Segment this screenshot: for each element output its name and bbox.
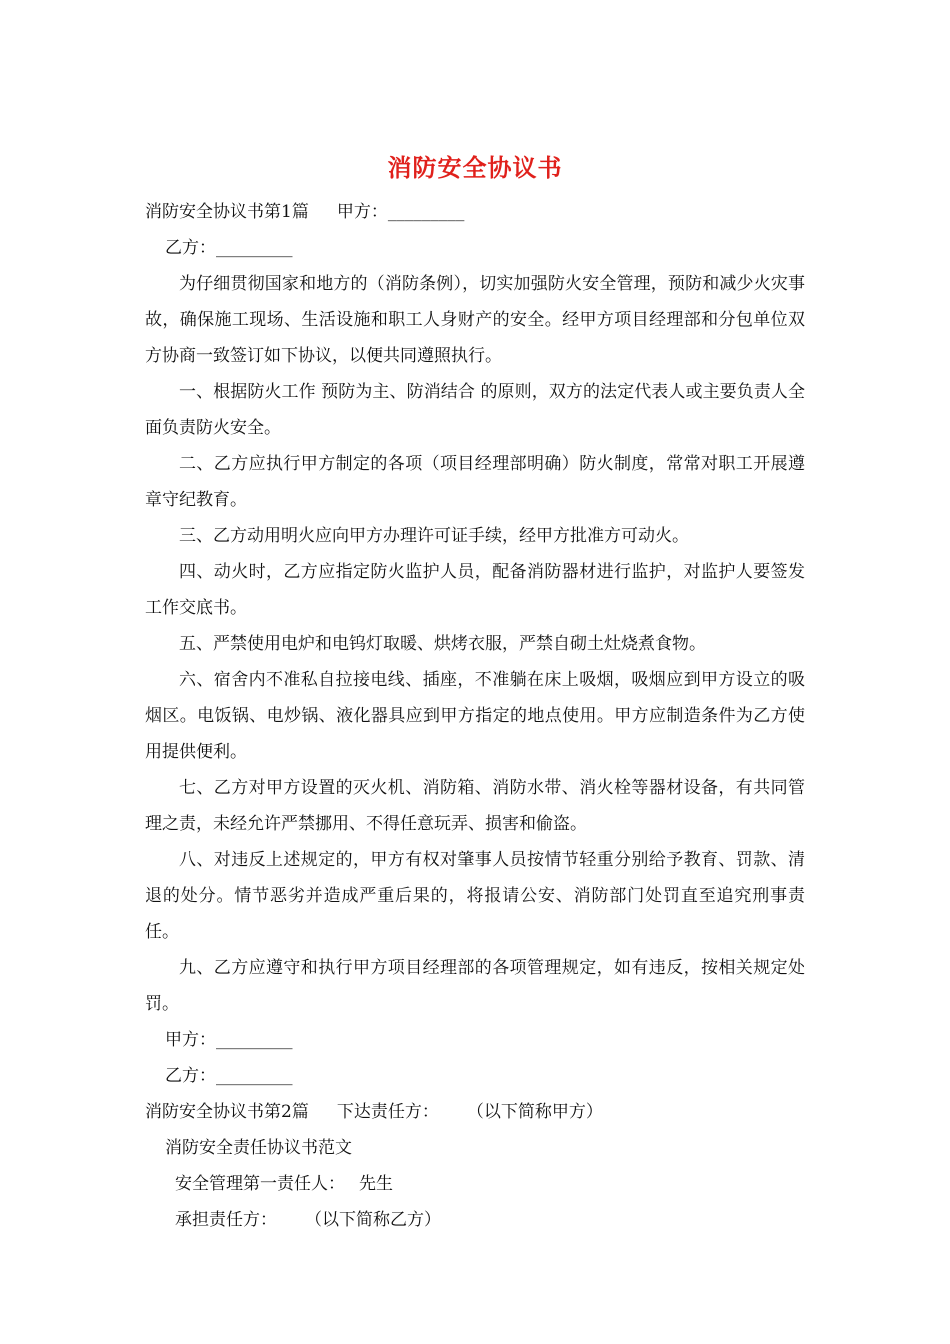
document-title: 消防安全协议书 bbox=[387, 153, 563, 182]
article-1-party-a: 甲方：_________ bbox=[336, 202, 465, 222]
article-1-intro: 消防安全协议书第1篇 bbox=[145, 202, 309, 222]
article-2-issuer: 下达责任方： bbox=[336, 1102, 439, 1122]
clause-1: 一、根据防火工作 预防为主、防消结合 的原则，双方的法定代表人或主要负责人全面负责防火安全。 bbox=[145, 382, 805, 438]
article-1-header bbox=[145, 194, 805, 230]
clause-8: 八、对违反上述规定的，甲方有权对肇事人员按情节轻重分别给予教育、罚款、清退的处分。情节恶劣并造成严重后果的，将报请公安、消防部门处罚直至追究刑事责任。 bbox=[145, 850, 805, 942]
article-2-header bbox=[145, 1094, 805, 1130]
clause-2: 二、乙方应执行甲方制定的各项（项目经理部明确）防火制度，常常对职工开展遵章守纪教育。 bbox=[145, 454, 805, 510]
clause-7: 七、乙方对甲方设置的灭火机、消防箱、消防水带、消火栓等器材设备，有共同管理之责，未经允许严禁挪用、不得任意玩弄、损害和偷盗。 bbox=[145, 778, 805, 834]
clause-6: 六、宿舍内不准私自拉接电线、插座，不准躺在床上吸烟，吸烟应到甲方设立的吸烟区。电饭锅、电炒锅、液化器具应到甲方指定的地点使用。甲方应制造条件为乙方使用提供便利。 bbox=[145, 670, 805, 762]
article-2-subtitle: 消防安全责任协议书范文 bbox=[165, 1138, 352, 1158]
clause-4: 四、动火时，乙方应指定防火监护人员，配备消防器材进行监护，对监护人要签发工作交底书。 bbox=[145, 562, 805, 618]
bearer-note: （以下简称乙方） bbox=[305, 1210, 441, 1230]
signature-party-a: 甲方：_________ bbox=[165, 1030, 293, 1050]
clause-9: 九、乙方应遵守和执行甲方项目经理部的各项管理规定，如有违反，按相关规定处罚。 bbox=[145, 958, 805, 1014]
signature-party-b: 乙方：_________ bbox=[165, 1066, 293, 1086]
article-2-intro: 消防安全协议书第2篇 bbox=[145, 1102, 309, 1122]
clause-5: 五、严禁使用电炉和电钨灯取暖、烘烤衣服，严禁自砌土灶烧煮食物。 bbox=[179, 634, 706, 654]
first-person-label: 安全管理第一责任人： bbox=[175, 1174, 345, 1194]
first-person-value: 先生 bbox=[359, 1174, 393, 1194]
bearer-label: 承担责任方： bbox=[175, 1210, 277, 1230]
article-2-first-person bbox=[145, 1166, 805, 1202]
article-1-party-b: 乙方：_________ bbox=[165, 238, 293, 258]
clause-3: 三、乙方动用明火应向甲方办理许可证手续，经甲方批准方可动火。 bbox=[179, 526, 689, 546]
intro-paragraph: 为仔细贯彻国家和地方的（消防条例），切实加强防火安全管理，预防和减少火灾事故，确保施工现场、生活设施和职工人身财产的安全。经甲方项目经理部和分包单位双方协商一致签订如下协议，以便共同遵照执行。 bbox=[145, 274, 805, 366]
article-2-issuer-note: （以下简称甲方） bbox=[466, 1102, 603, 1122]
document-page bbox=[145, 150, 805, 1238]
article-2-bearer bbox=[145, 1202, 805, 1238]
